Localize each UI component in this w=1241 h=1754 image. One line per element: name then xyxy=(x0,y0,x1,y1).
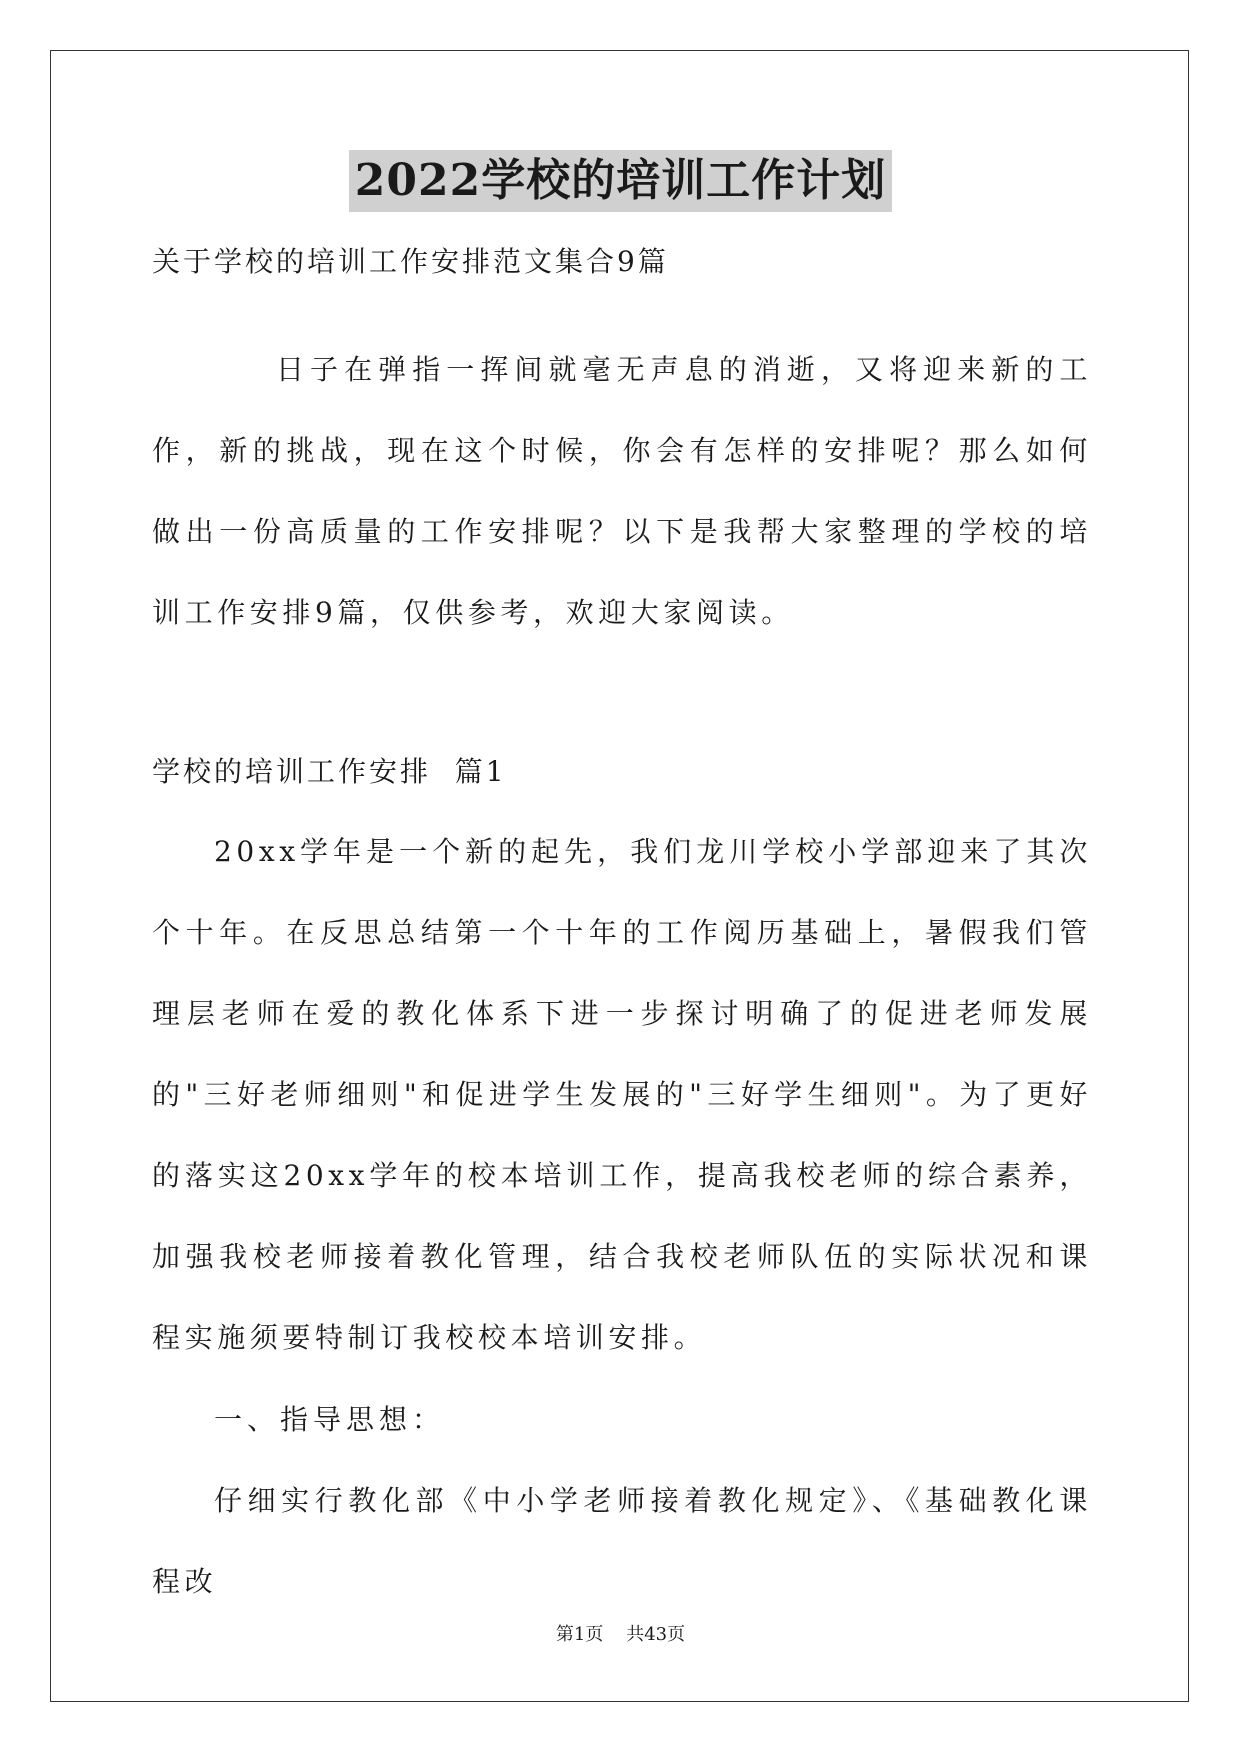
body-paragraph-1: 20xx学年是一个新的起先，我们龙川学校小学部迎来了其次个十年。在反思总结第一个十年的工作阅历基础上，暑假我们管理层老师在爱的教化体系下进一步探讨明确了的促进老师发展的"三好老师细则"和促进学生发展的"三好学生细则"。为了更好的落实这20xx学年的校本培训工作，提高我校老师的综合素养，加强我校老师接着教化管理，结合我校老师队伍的实际状况和课程实施须要特制订我校校本培训安排。 xyxy=(152,835,1092,1354)
document-subtitle: 关于学校的培训工作安排范文集合9篇 xyxy=(152,245,669,278)
body-paragraph-2: 仔细实行教化部《中小学老师接着教化规定》、《基础教化课程改 xyxy=(152,1484,1092,1598)
section-heading: 学校的培训工作安排 篇1 xyxy=(152,755,507,788)
guide-heading: 一、指导思想： xyxy=(214,1403,446,1436)
intro-paragraph: 日子在弹指一挥间就毫无声息的消逝，又将迎来新的工作，新的挑战，现在这个时候，你会有怎样的安排呢？那么如何做出一份高质量的工作安排呢？以下是我帮大家整理的学校的培训工作安排9篇，仅供参考，欢迎大家阅读。 xyxy=(152,353,1092,629)
page-number-footer: 第1页 共43页 xyxy=(555,1624,686,1645)
document-title: 2022学校的培训工作计划 xyxy=(349,150,892,212)
title-container xyxy=(0,150,1241,212)
